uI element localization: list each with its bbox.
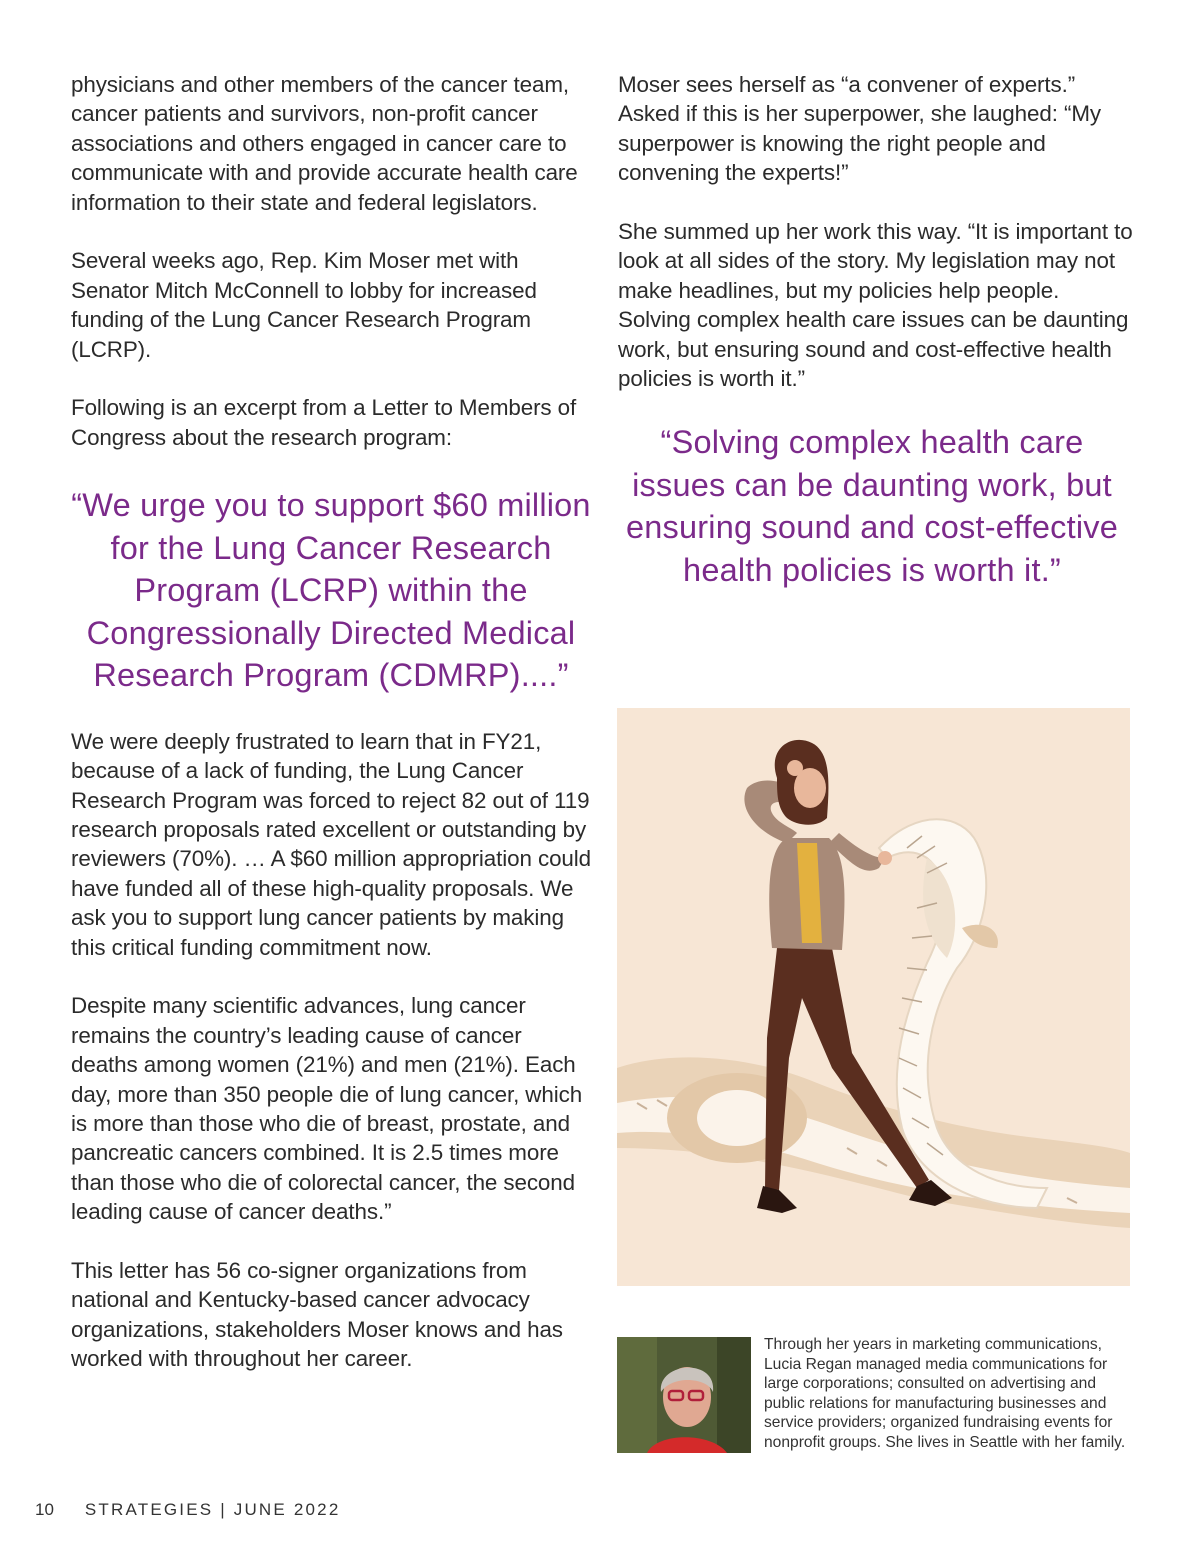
right-paragraph-2: She summed up her work this way. “It is important to look at all sides of the story. My legislation may not make headlines, but my policies help people. Solving complex health care issues can be daunting work, but ensuring sound and cost-effective health policies is worth it.”: [618, 219, 1133, 392]
publication-name: STRATEGIES | JUNE 2022: [84, 1500, 341, 1519]
left-column: [71, 70, 591, 1403]
left-paragraph-4: We were deeply frustrated to learn that in FY21, because of a lack of funding, the Lung Cancer Research Program was forced to reject 82 out of 119 research proposals rated excellent or outstanding by reviewers (70%). … A $60 million appropriation could have funded all of these high-quality proposals. We ask you to support lung cancer patients by making this critical funding commitment now.: [71, 728, 591, 960]
right-paragraph-1: Moser sees herself as “a convener of experts.” Asked if this is her superpower, she laughed: “My superpower is knowing the right people and convening the experts!”: [618, 72, 1101, 186]
right-column: [618, 70, 1138, 591]
page-footer: [35, 1500, 340, 1520]
page-number: 10: [35, 1500, 54, 1519]
pull-quote-left: “We urge you to support $60 million for the Lung Cancer Research Program (LCRP) within the Congressionally Directed Medical Research Program (CDMRP)....”: [71, 487, 591, 694]
illustration-svg: [617, 708, 1130, 1286]
author-portrait-svg: [617, 1337, 751, 1453]
left-paragraph-2: Several weeks ago, Rep. Kim Moser met with Senator Mitch McConnell to lobby for increased funding of the Lung Cancer Research Program (LCRP).: [71, 248, 537, 362]
author-bio: Through her years in marketing communications, Lucia Regan managed media communications for large corporations; consulted on advertising and public relations for manufacturing businesses and service providers; organized fundraising events for nonprofit groups. She lives in Seattle with her family.: [764, 1336, 1126, 1451]
left-paragraph-6: This letter has 56 co-signer organizations from national and Kentucky-based cancer advocacy organizations, stakeholders Moser knows and has worked with throughout her career.: [71, 1258, 563, 1372]
left-paragraph-1: physicians and other members of the cancer team, cancer patients and survivors, non-profit cancer associations and others engaged in cancer care to communicate with and provide accurate health care information to their state and federal legislators.: [71, 72, 578, 215]
woman-with-scroll-illustration: [617, 708, 1130, 1286]
left-paragraph-5: Despite many scientific advances, lung cancer remains the country’s leading cause of cancer deaths among women (21%) and men (21%). Each day, more than 350 people die of lung cancer, which is more than those who die of breast, prostate, and pancreatic cancers combined. It is 2.5 times more than those who die of colorectal cancer, the second leading cause of cancer deaths.”: [71, 993, 583, 1225]
left-paragraph-3: Following is an excerpt from a Letter to Members of Congress about the research program:: [71, 395, 577, 450]
author-photo: [617, 1337, 751, 1453]
pull-quote-right: “Solving complex health care issues can be daunting work, but ensuring sound and cost-effective health policies is worth it.”: [625, 424, 1118, 588]
